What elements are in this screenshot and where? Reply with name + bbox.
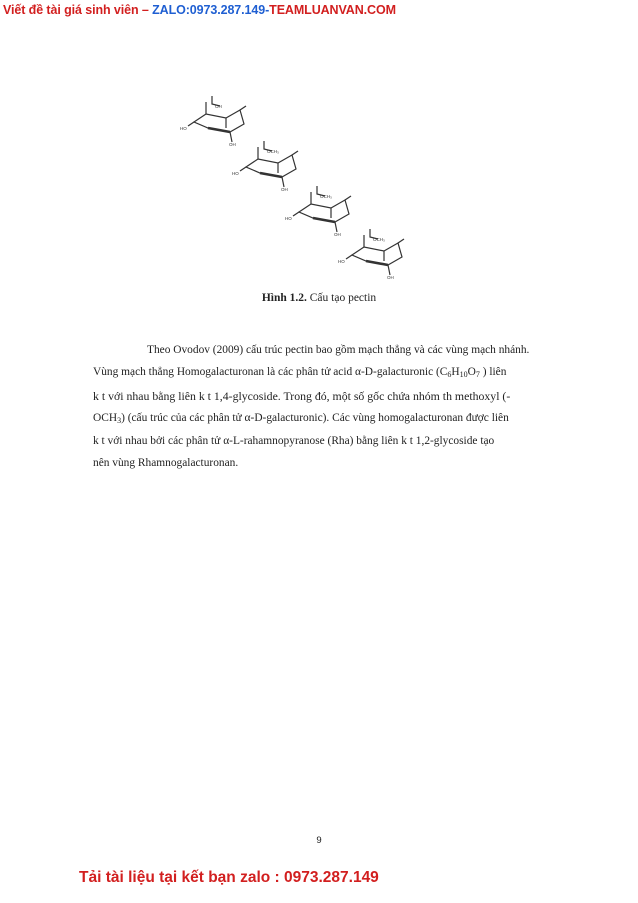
bond bbox=[230, 132, 232, 142]
bond bbox=[292, 151, 298, 155]
paragraph-line: k t với nhau bởi các phân tử α-L-rahamnopyranose (Rha) bằng liên k t 1,2-glycoside tạo bbox=[93, 435, 495, 447]
banner-separator: – bbox=[138, 3, 153, 17]
paragraph-line: k t với nhau bằng liên k t 1,4-glycoside. Trong đó, một số gốc chứa nhóm th methoxyl (- bbox=[93, 389, 511, 403]
ring-bold-edge bbox=[260, 173, 282, 177]
bond bbox=[398, 239, 404, 243]
bond bbox=[282, 177, 284, 187]
bond bbox=[240, 167, 246, 171]
group-label: OH bbox=[215, 104, 222, 109]
bond bbox=[388, 265, 390, 275]
banner-text: Viết đề tài giá sinh viên bbox=[3, 3, 139, 17]
paragraph-line: Theo Ovodov (2009) cấu trúc pectin bao gồm mạch thẳng và các vùng mạch nhánh. bbox=[147, 344, 530, 356]
paragraph-line: $OCH_3$) (cấu trúc của các phân tử α-D-galacturonic). Các vùng homogalacturonan được liên bbox=[93, 412, 509, 425]
group-label: OCH₃ bbox=[320, 194, 332, 199]
paragraph-line: nên vùng Rhamnogalacturonan. bbox=[93, 457, 239, 469]
group-label: HO bbox=[285, 216, 292, 221]
paragraph-line: Vùng mạch thẳng Homogalacturonan là các phân tử acid α-D-galacturonic ($C_6H_{10}O_7$ ) liên bbox=[93, 366, 507, 379]
group-label: OH bbox=[281, 187, 288, 192]
figure-caption bbox=[0, 292, 638, 304]
group-label: HO bbox=[232, 171, 239, 176]
group-label: OCH₃ bbox=[267, 149, 279, 154]
group-label: OH bbox=[334, 232, 341, 237]
caption-label: Hình 1.2. bbox=[261, 292, 307, 304]
group-label: OH bbox=[387, 275, 394, 280]
bond bbox=[293, 212, 299, 216]
ring-bold-edge bbox=[208, 128, 230, 132]
bond bbox=[335, 222, 337, 232]
bond bbox=[240, 106, 246, 110]
page-number: 9 bbox=[316, 835, 322, 846]
banner-zalo: ZALO:0973.287.149 bbox=[152, 3, 266, 17]
ring-bold-edge bbox=[313, 218, 335, 222]
top-banner bbox=[3, 3, 396, 17]
banner-site: TEAMLUANVAN.COM bbox=[269, 3, 396, 17]
pectin-structure-figure bbox=[182, 88, 432, 280]
footer-banner: Tải tài liệu tại kết bạn zalo : 0973.287.149 bbox=[79, 869, 379, 886]
group-label: OCH₃ bbox=[373, 237, 385, 242]
bond bbox=[346, 255, 352, 259]
banner-dash: - bbox=[265, 3, 270, 17]
ring-bold-edge bbox=[366, 261, 388, 265]
group-label: HO bbox=[180, 126, 187, 131]
bond bbox=[188, 122, 194, 126]
group-label: HO bbox=[338, 259, 345, 264]
bond bbox=[345, 196, 351, 200]
group-label: OH bbox=[229, 142, 236, 147]
caption-text: Cấu tạo pectin bbox=[306, 292, 377, 304]
